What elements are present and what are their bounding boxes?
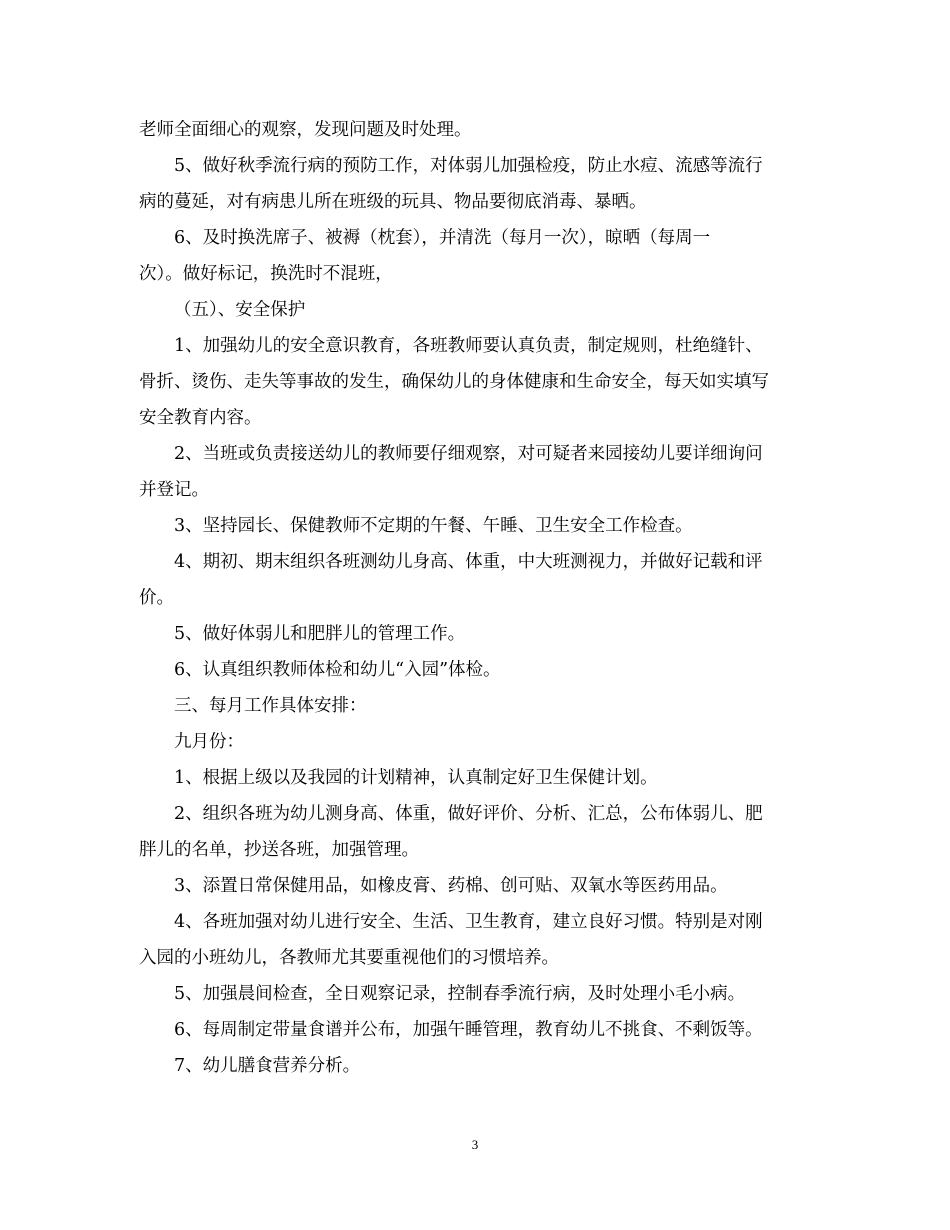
text-line: 6、认真组织教师体检和幼儿“入园”体检。: [174, 660, 501, 680]
text-line: 3、添置日常保健用品，如橡皮膏、药棉、创可贴、双氧水等医药用品。: [174, 876, 728, 896]
text-line: 入园的小班幼儿，各教师尤其要重视他们的习惯培养。: [139, 948, 559, 968]
text-line: 7、幼儿膳食营养分析。: [174, 1056, 361, 1076]
text-line: 6、及时换洗席子、被褥（枕套），并清洗（每月一次），晾晒（每周一: [174, 228, 711, 248]
text-line: 2、组织各班为幼儿测身高、体重，做好评价、分析、汇总，公布体弱儿、肥: [174, 804, 763, 824]
text-line: 病的蔓延，对有病患儿所在班级的玩具、物品要彻底消毒、暴晒。: [139, 192, 647, 212]
text-line: 1、加强幼儿的安全意识教育，各班教师要认真负责，制定规则，杜绝缝针、: [174, 336, 763, 356]
text-line: 次）。做好标记，换洗时不混班，: [139, 264, 393, 284]
text-line: 5、加强晨间检查，全日观察记录，控制春季流行病，及时处理小毛小病。: [174, 984, 746, 1004]
text-line: 4、各班加强对幼儿进行安全、生活、卫生教育，建立良好习惯。特别是对刚: [174, 912, 763, 932]
text-line: 九月份：: [174, 732, 244, 752]
text-line: 价。: [139, 588, 174, 608]
text-line: 5、做好体弱儿和肥胖儿的管理工作。: [174, 624, 466, 644]
text-line: 6、每周制定带量食谱并公布，加强午睡管理，教育幼儿不挑食、不剩饭等。: [174, 1020, 763, 1040]
page-number: 3: [471, 1137, 479, 1152]
text-line: 三、每月工作具体安排：: [174, 696, 367, 716]
text-line: 胖儿的名单，抄送各班，加强管理。: [139, 840, 419, 860]
text-line: 骨折、烫伤、走失等事故的发生，确保幼儿的身体健康和生命安全，每天如实填写: [139, 372, 769, 392]
text-line: 并登记。: [139, 480, 209, 500]
text-line: 老师全面细心的观察，发现问题及时处理。: [139, 120, 472, 140]
text-line: 安全教育内容。: [139, 408, 262, 428]
text-line: 2、当班或负责接送幼儿的教师要仔细观察，对可疑者来园接幼儿要详细询问: [174, 444, 763, 464]
text-line: 5、做好秋季流行病的预防工作，对体弱儿加强检疫，防止水痘、流感等流行: [174, 156, 763, 176]
text-line: 4、期初、期末组织各班测幼儿身高、体重，中大班测视力，并做好记载和评: [174, 552, 763, 572]
text-line: （五）、安全保护: [174, 300, 306, 320]
document-body: [139, 112, 811, 1084]
text-line: 1、根据上级以及我园的计划精神，认真制定好卫生保健计划。: [174, 768, 658, 788]
text-line: 3、坚持园长、保健教师不定期的午餐、午睡、卫生安全工作检查。: [174, 516, 693, 536]
